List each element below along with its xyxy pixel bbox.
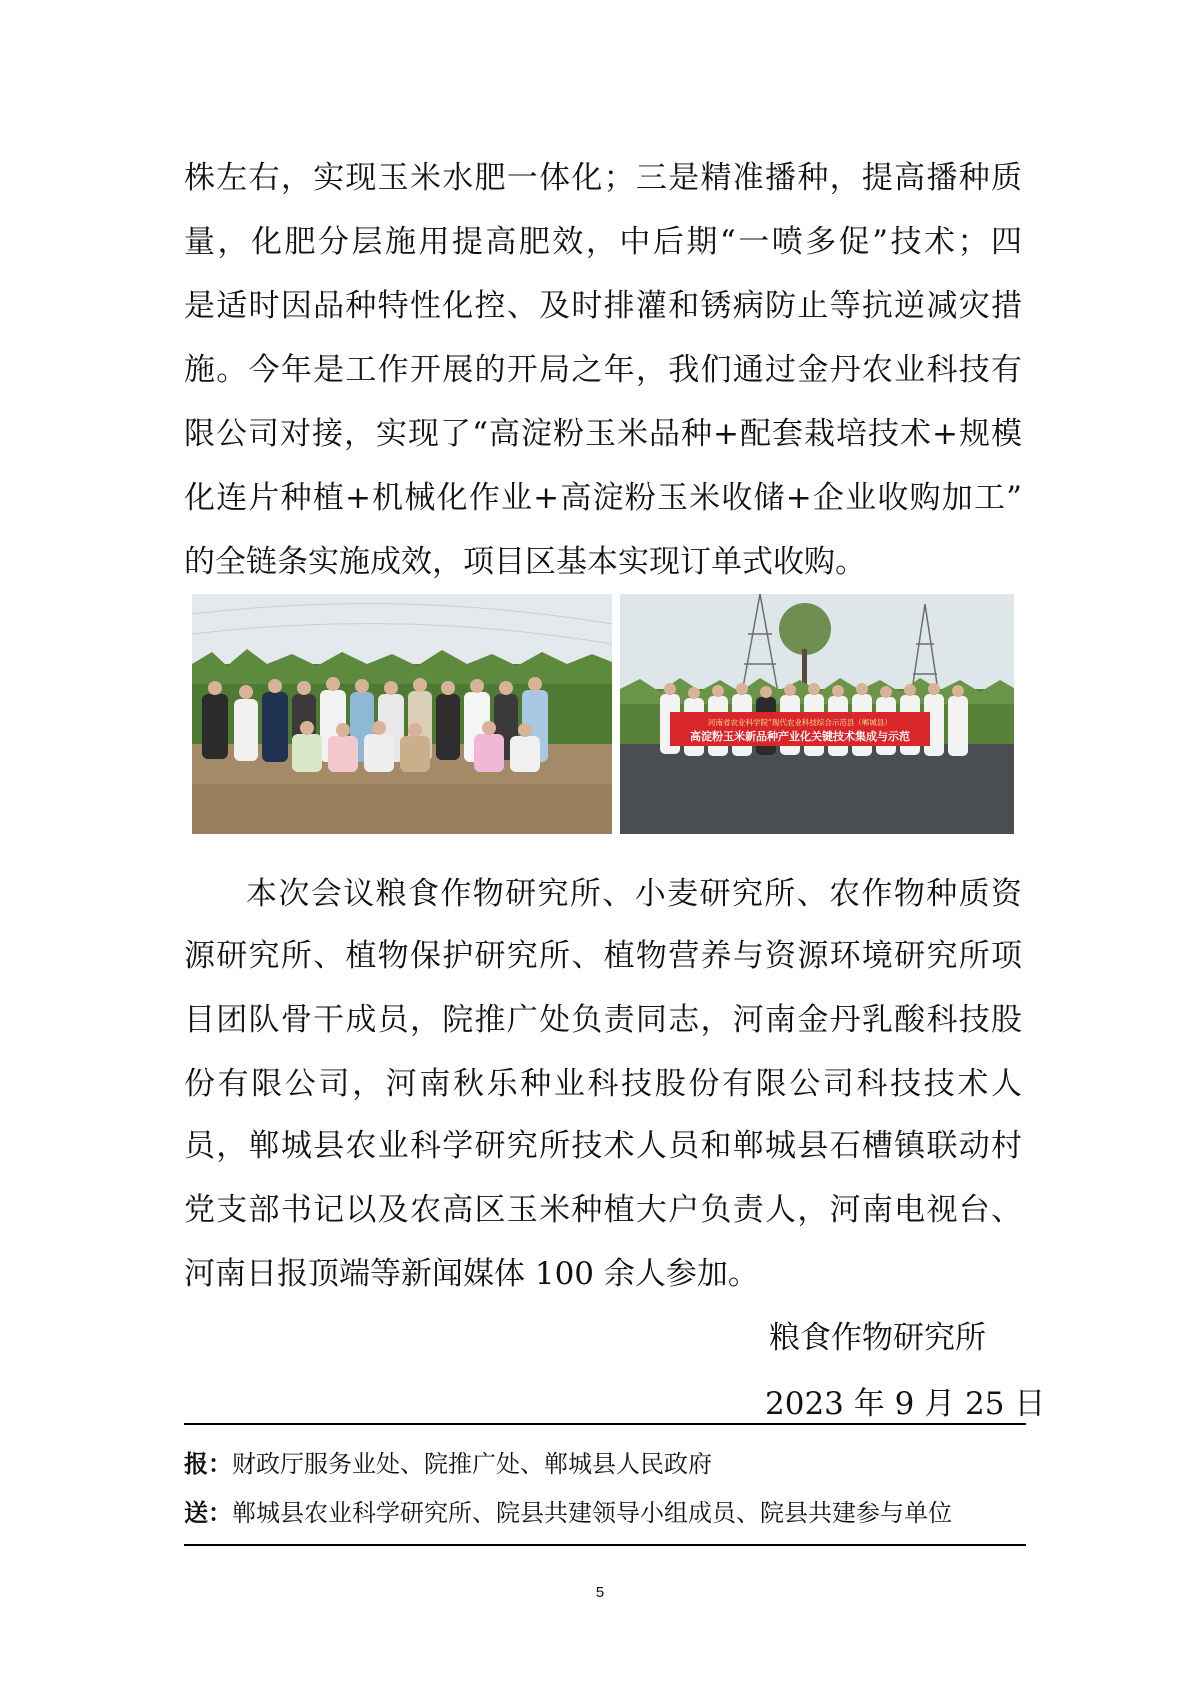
banner-text-line1: 河南省农业科学院“现代农业科技综合示范县（郸城县） [708,718,892,727]
text-line: 份有限公司，河南秋乐种业科技股份有限公司科技技术人 [184,1066,1022,1102]
text-line: 党支部书记以及农高区玉米种植大户负责人，河南电视台、 [184,1192,1022,1228]
text-line: 是适时因品种特性化控、及时排灌和锈病防止等抗逆减灾措 [184,288,1022,324]
text-line: 员，郸城县农业科学研究所技术人员和郸城县石槽镇联动村 [184,1128,1022,1164]
text-line: 量，化肥分层施用提高肥效，中后期“一喷多促”技术；四 [184,224,1022,260]
send-to-line [184,1495,952,1531]
text-line: 目团队骨干成员，院推广处负责同志，河南金丹乳酸科技股 [184,1002,1022,1038]
divider-top [184,1423,1026,1425]
send-label: 送： [184,1498,232,1527]
group-photo-cornfield [192,594,612,834]
group-photo-banner [620,594,1014,834]
text-line: 河南日报顶端等新闻媒体 100 余人参加。 [184,1256,759,1292]
report-label: 报： [184,1449,232,1478]
text-line: 施。今年是工作开展的开局之年，我们通过金丹农业科技有 [184,352,1022,388]
divider-bottom [184,1544,1026,1546]
text-line: 限公司对接，实现了“高淀粉玉米品种+配套栽培技术+规模 [184,416,1022,452]
text-line: 源研究所、植物保护研究所、植物营养与资源环境研究所项 [184,938,1022,974]
signature-date: 2023 年 9 月 25 日 [765,1386,1046,1422]
report-recipients: 财政厅服务业处、院推广处、郸城县人民政府 [232,1450,712,1478]
page-number: 5 [595,1584,605,1601]
text-line: 本次会议粮食作物研究所、小麦研究所、农作物种质资 [246,876,1022,912]
signature-org: 粮食作物研究所 [769,1320,986,1356]
text-line: 的全链条实施成效，项目区基本实现订单式收购。 [184,544,866,580]
report-to-line [184,1446,712,1482]
send-recipients: 郸城县农业科学研究所、院县共建领导小组成员、院县共建参与单位 [232,1499,952,1527]
photo-row [192,594,1014,834]
text-line: 化连片种植+机械化作业+高淀粉玉米收储+企业收购加工” [184,480,1022,516]
banner-text-line2: 高淀粉玉米新品种产业化关键技术集成与示范 [690,730,910,743]
text-line: 株左右，实现玉米水肥一体化；三是精准播种，提高播种质 [184,160,1022,196]
